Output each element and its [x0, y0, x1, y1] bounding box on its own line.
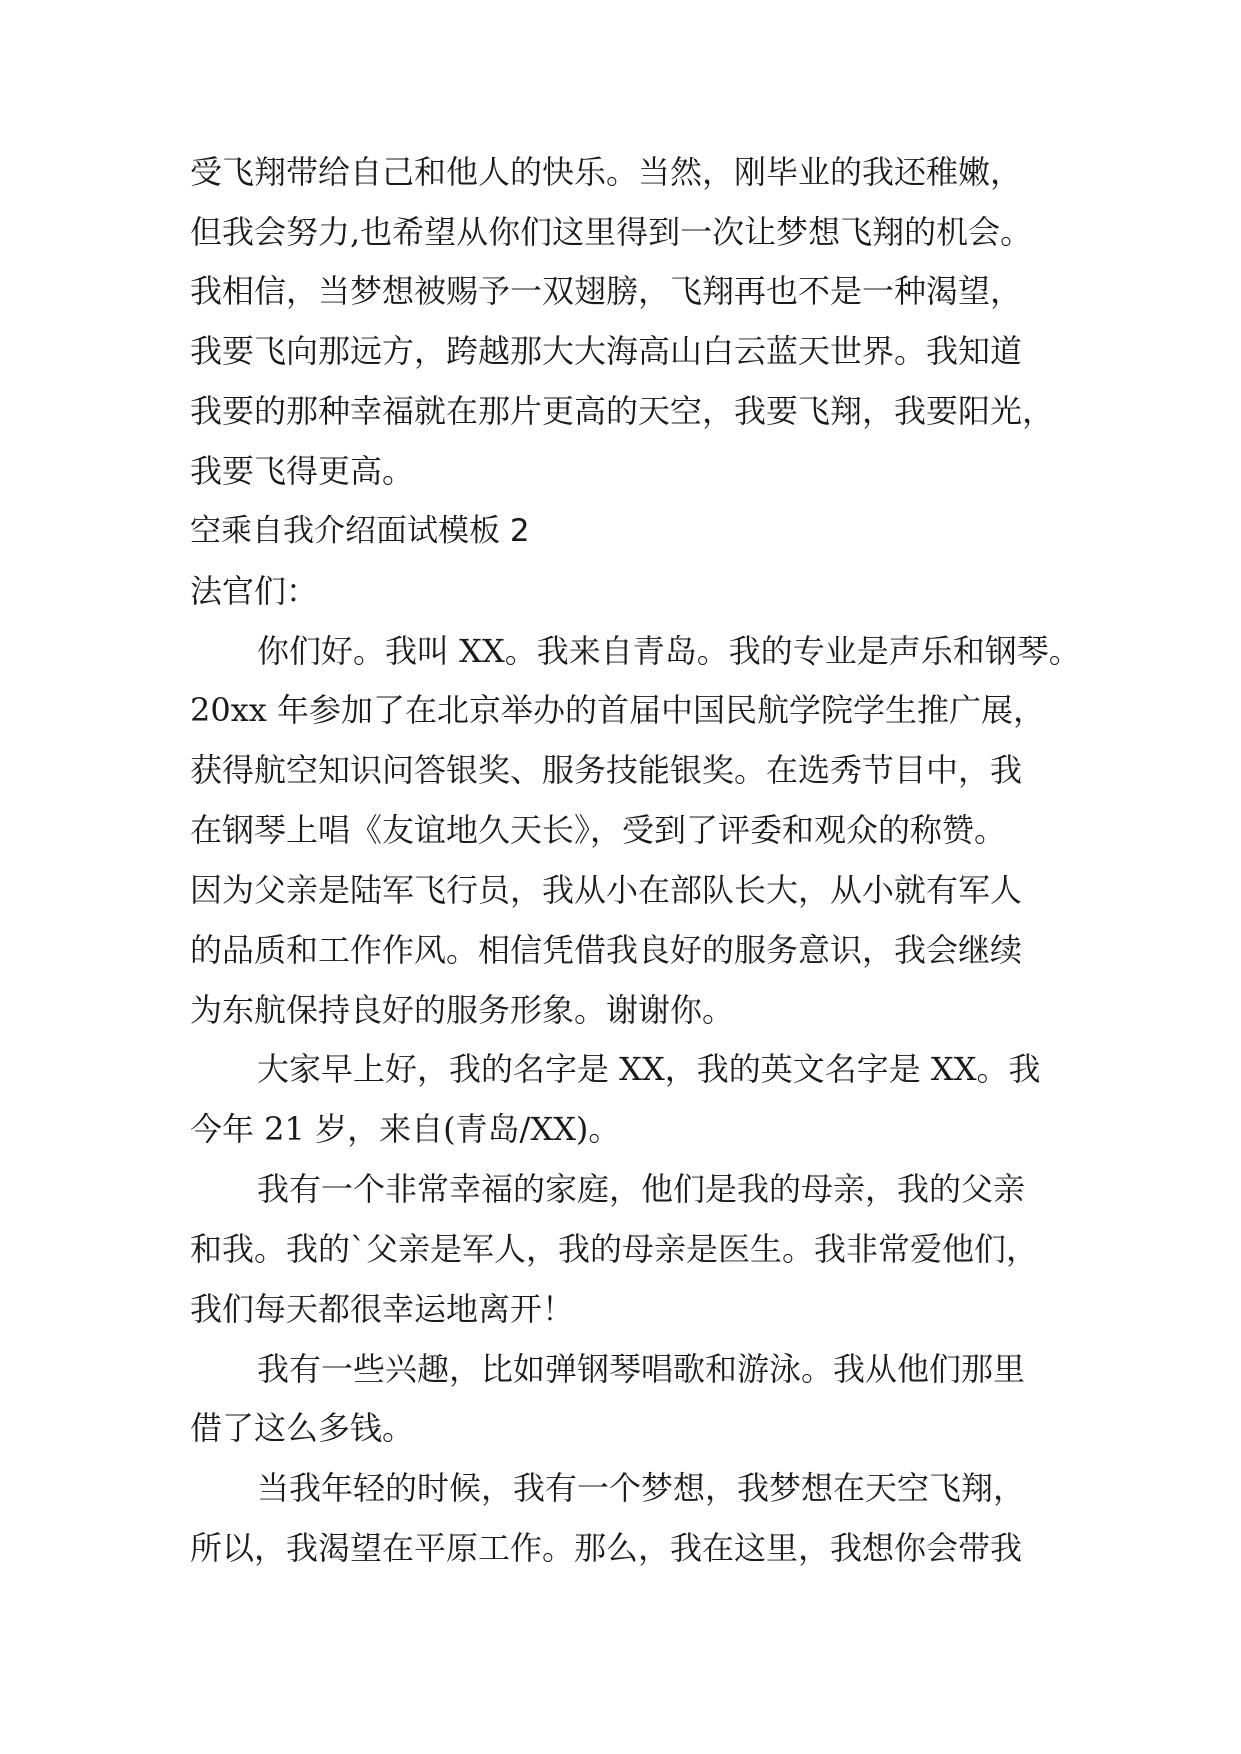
text-line: 我相信，当梦想被赐予一双翅膀，飞翔再也不是一种渴望，	[190, 272, 1023, 310]
text-line: 我有一些兴趣，比如弹钢琴唱歌和游泳。我从他们那里	[257, 1350, 1026, 1388]
text-line: 我们每天都很幸运地离开！	[190, 1290, 575, 1328]
text-line: 今年 21 岁，来自(青岛/XX)。	[190, 1110, 621, 1148]
text-line: 受飞翔带给自己和他人的快乐。当然，刚毕业的我还稚嫩，	[190, 153, 1023, 191]
text-line: 大家早上好，我的名字是 XX，我的英文名字是 XX。我	[257, 1050, 1041, 1088]
text-line: 20xx 年参加了在北京举办的首届中国民航学院学生推广展，	[190, 691, 1045, 729]
text-line: 当我年轻的时候，我有一个梦想，我梦想在天空飞翔，	[257, 1469, 1026, 1507]
text-line: 所以，我渴望在平原工作。那么，我在这里，我想你会带我	[190, 1529, 1023, 1567]
text-line: 我要飞得更高。	[190, 452, 415, 490]
text-line: 为东航保持良好的服务形象。谢谢你。	[190, 991, 735, 1029]
text-line: 借了这么多钱。	[190, 1409, 415, 1447]
text-line: 你们好。我叫 XX。我来自青岛。我的专业是声乐和钢琴。	[257, 632, 1081, 670]
text-line: 我有一个非常幸福的家庭，他们是我的母亲，我的父亲	[257, 1170, 1026, 1208]
text-line: 但我会努力,也希望从你们这里得到一次让梦想飞翔的机会。	[190, 213, 1033, 251]
salutation: 法官们：	[190, 572, 319, 610]
text-line: 因为父亲是陆军飞行员，我从小在部队长大，从小就有军人	[190, 871, 1023, 909]
text-line: 我要飞向那远方，跨越那大大海高山白云蓝天世界。我知道	[190, 332, 1023, 370]
text-line: 在钢琴上唱《友谊地久天长》，受到了评委和观众的称赞。	[190, 811, 1007, 849]
section-title: 空乘自我介绍面试模板 2	[190, 513, 530, 549]
text-line: 我要的那种幸福就在那片更高的天空，我要飞翔，我要阳光，	[190, 392, 1055, 430]
text-line: 的品质和工作作风。相信凭借我良好的服务意识，我会继续	[190, 931, 1023, 969]
text-line: 和我。我的`父亲是军人，我的母亲是医生。我非常爱他们，	[190, 1230, 1039, 1268]
text-line: 获得航空知识问答银奖、服务技能银奖。在选秀节目中，我	[190, 751, 1023, 789]
